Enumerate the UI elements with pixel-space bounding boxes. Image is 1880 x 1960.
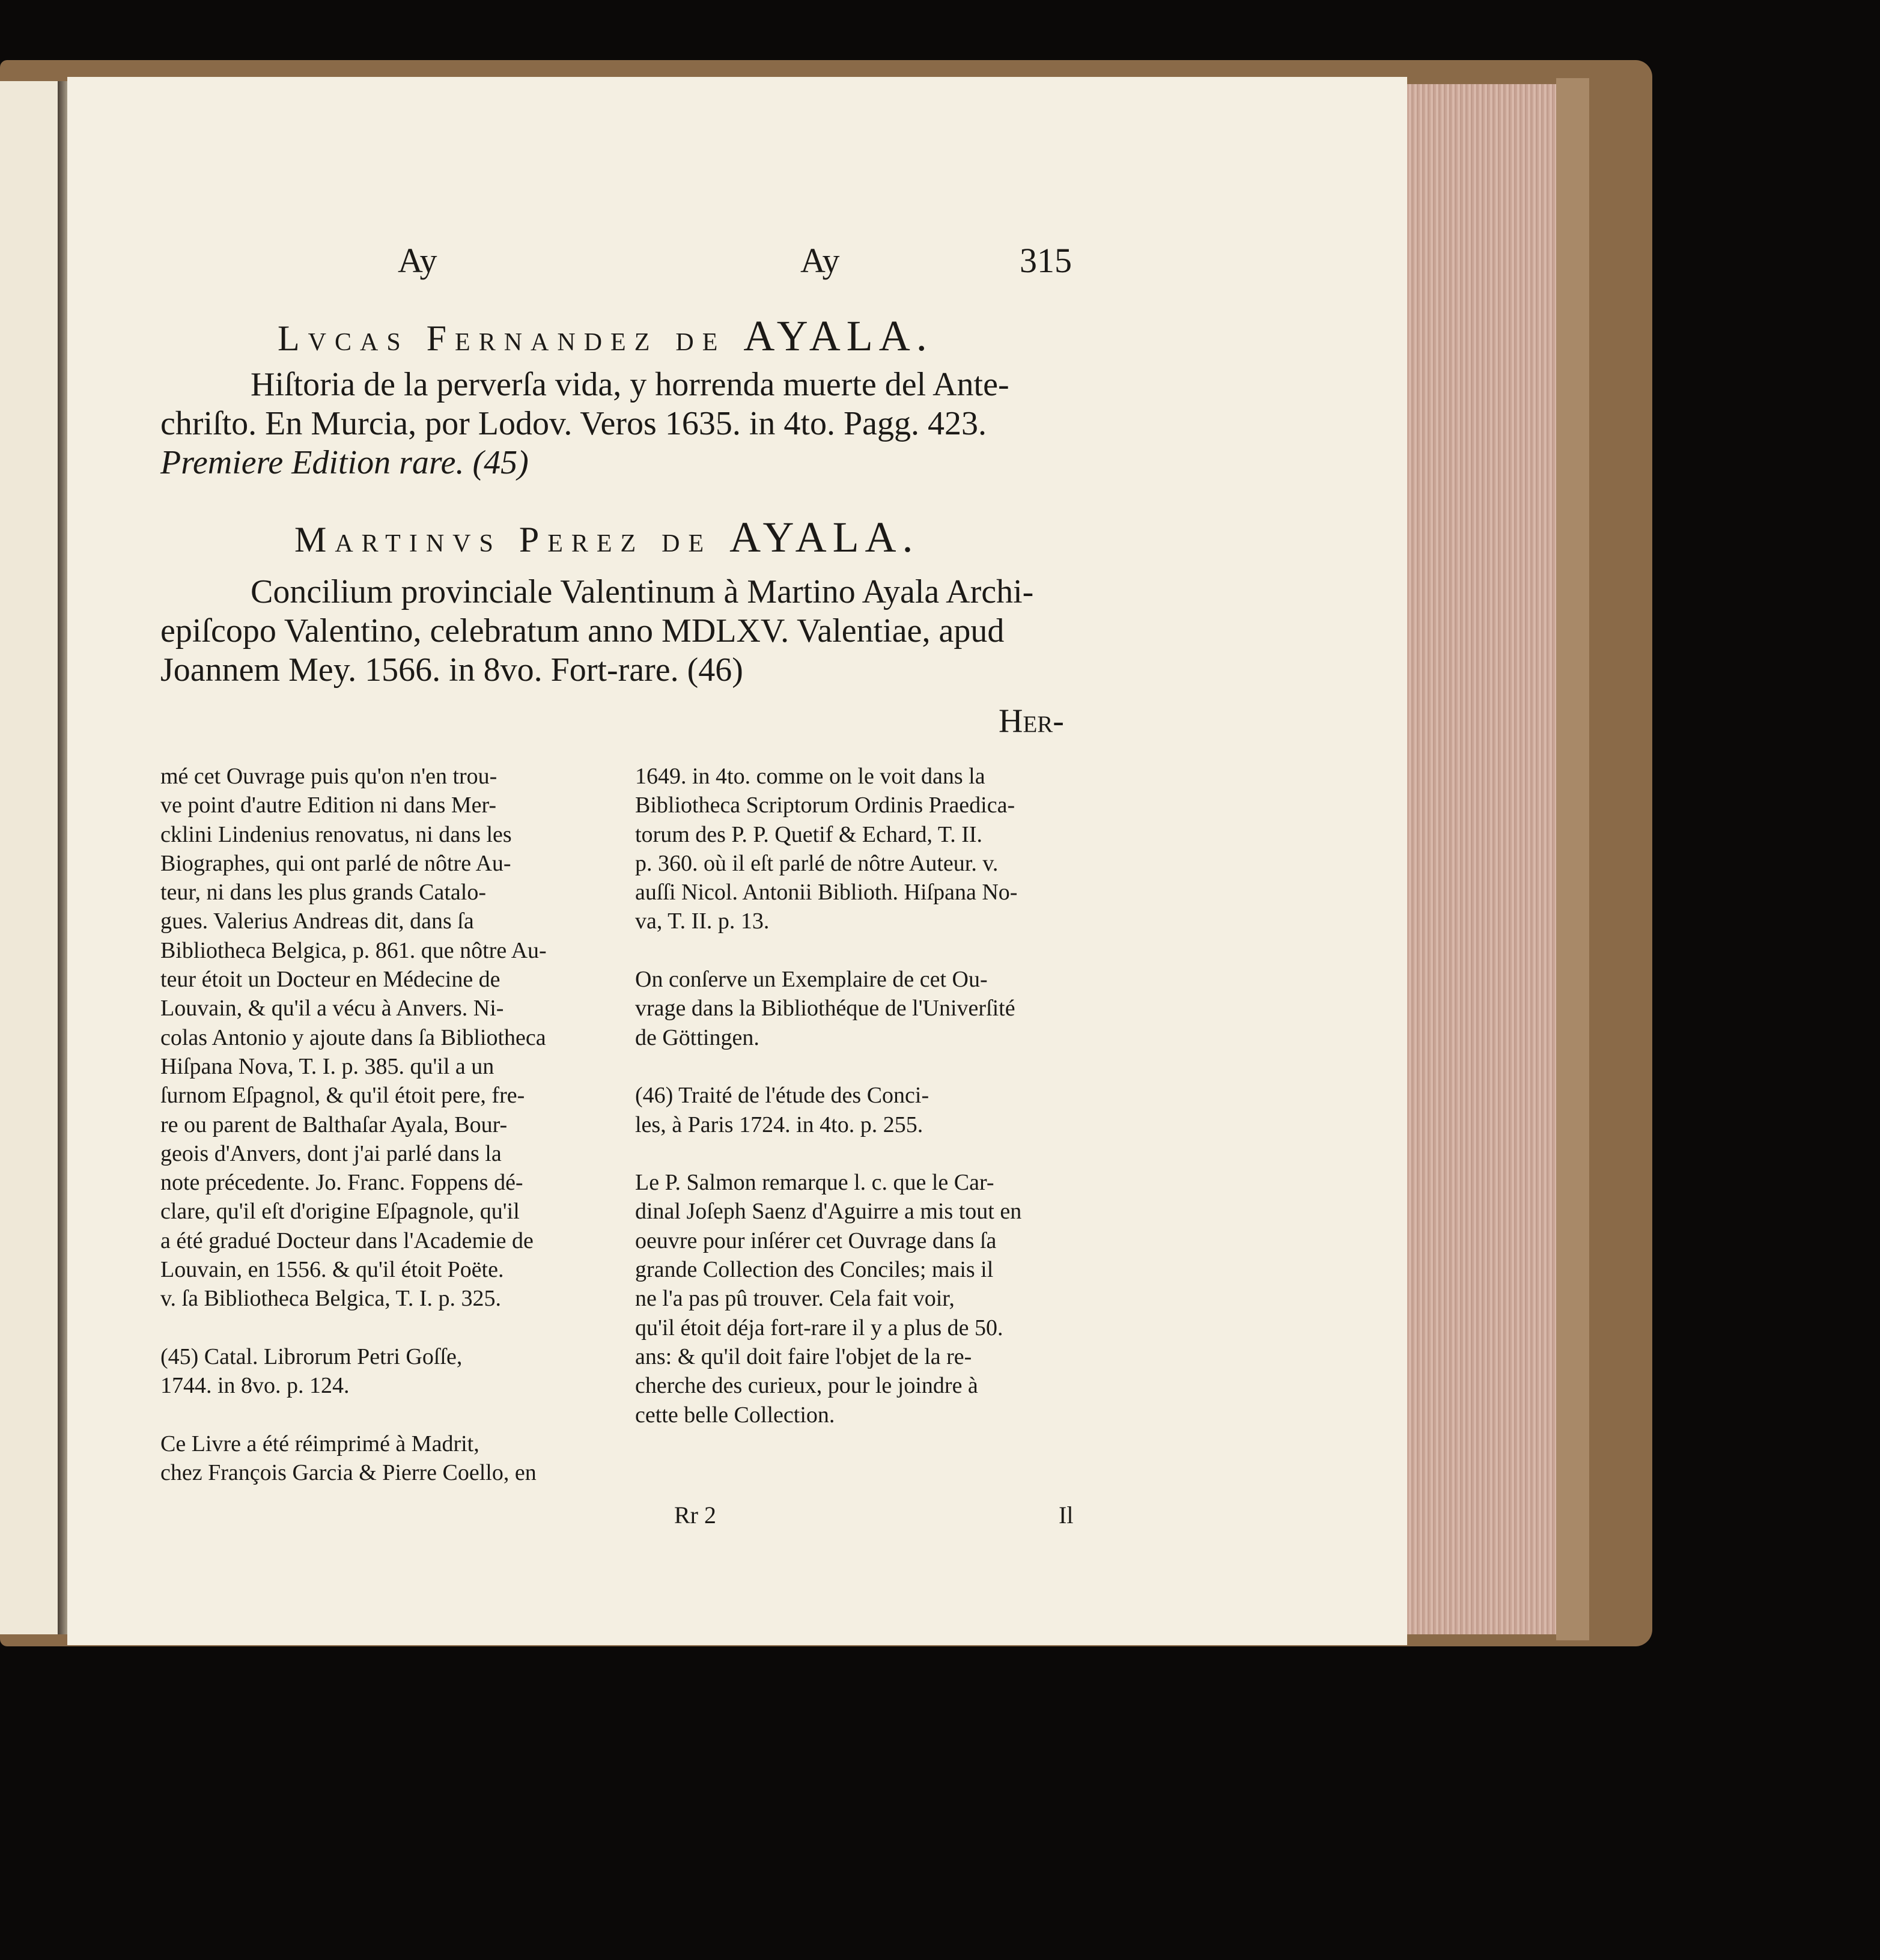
left-column-line: Bibliotheca Belgica, p. 861. que nôtre Au- — [160, 937, 547, 963]
left-column-line: teur étoit un Docteur en Médecine de — [160, 967, 500, 993]
catchword-bottom: Il — [1059, 1502, 1074, 1529]
entry2-line: Joannem Mey. 1566. in 8vo. Fort-rare. (46) — [160, 651, 743, 689]
left-column-line: re ou parent de Balthaſar Ayala, Bour- — [160, 1112, 508, 1137]
left-column-line: Louvain, en 1556. & qu'il étoit Poëte. — [160, 1257, 504, 1283]
right-column-line: va, T. II. p. 13. — [635, 908, 770, 934]
left-column-line: Hiſpana Nova, T. I. p. 385. qu'il a un — [160, 1053, 494, 1079]
right-column-line: grande Collection des Conciles; mais il — [635, 1257, 994, 1283]
entry2-line: epiſcopo Valentino, celebratum anno MDLXV. Valentiae, apud — [160, 612, 1005, 650]
entry2-heading-surname: AYALA. — [729, 513, 919, 561]
right-column-line: dinal Joſeph Saenz d'Aguirre a mis tout en — [635, 1199, 1022, 1225]
right-column-line: 1649. in 4to. comme on le voit dans la — [635, 764, 985, 789]
entry2-line: Concilium provinciale Valentinum à Martino Ayala Archi- — [251, 573, 1034, 610]
right-column-line: de Göttingen. — [635, 1024, 759, 1050]
running-head-center: Ay — [800, 241, 840, 280]
right-column-line: ans: & qu'il doit faire l'objet de la re- — [635, 1344, 972, 1369]
entry1-line: chriſto. En Murcia, por Lodov. Veros 1635. in 4to. Pagg. 423. — [160, 405, 987, 442]
right-column-line: cette belle Collection. — [635, 1402, 835, 1428]
footnote-46-line: (46) Traité de l'étude des Conci- — [635, 1083, 929, 1109]
entry1-heading-names: Lvcas Fernandez de — [278, 318, 726, 358]
entry2-heading-names: Martinvs Perez de — [294, 520, 713, 559]
right-column-line: p. 360. où il eſt parlé de nôtre Auteur. v. — [635, 850, 999, 876]
footnote-46-line: les, à Paris 1724. in 4to. p. 255. — [635, 1112, 923, 1137]
right-column-line: Le P. Salmon remarque l. c. que le Car- — [635, 1170, 994, 1196]
left-column-line: v. ſa Bibliotheca Belgica, T. I. p. 325. — [160, 1286, 502, 1312]
right-column-line: Bibliotheca Scriptorum Ordinis Praedica- — [635, 793, 1015, 818]
catchword-top: Her- — [999, 702, 1064, 740]
left-column-line: Ce Livre a été réimprimé à Madrit, — [160, 1431, 479, 1456]
running-head-left: Ay — [398, 241, 437, 280]
book-gutter — [58, 81, 67, 1634]
left-column-line: note précedente. Jo. Franc. Foppens dé- — [160, 1170, 523, 1196]
left-column — [160, 762, 671, 1487]
left-column-line: chez François Garcia & Pierre Coello, en — [160, 1460, 537, 1486]
footnote-45-line: (45) Catal. Librorum Petri Goſſe, — [160, 1344, 463, 1369]
right-column-line: auſſi Nicol. Antonii Biblioth. Hiſpana No- — [635, 880, 1018, 905]
left-column-line: colas Antonio y ajoute dans ſa Bibliotheca — [160, 1024, 546, 1050]
footnote-45-line: 1744. in 8vo. p. 124. — [160, 1373, 350, 1399]
right-column-spacer — [635, 1052, 1140, 1081]
right-column-line: On conſerve un Exemplaire de cet Ou- — [635, 967, 988, 993]
left-column-line: gues. Valerius Andreas dit, dans ſa — [160, 908, 474, 934]
signature-mark: Rr 2 — [674, 1502, 716, 1529]
left-column-line: ve point d'autre Edition ni dans Mer- — [160, 793, 497, 818]
entry2-heading — [294, 513, 919, 562]
right-column-line: vrage dans la Bibliothéque de l'Univerſité — [635, 996, 1015, 1021]
left-column-line: mé cet Ouvrage puis qu'on n'en trou- — [160, 764, 497, 789]
entry1-heading-surname: AYALA. — [743, 312, 933, 360]
left-column-line: a été gradué Docteur dans l'Academie de — [160, 1228, 534, 1253]
entry1-line: Hiſtoria de la perverſa vida, y horrenda muerte del Ante- — [251, 366, 1009, 403]
right-column-line: qu'il étoit déja fort-rare il y a plus de 50. — [635, 1315, 1003, 1341]
left-column-line: cklini Lindenius renovatus, ni dans les — [160, 821, 512, 847]
entry1-heading — [278, 311, 933, 361]
facing-page-edge — [0, 81, 58, 1634]
left-column-line: Biographes, qui ont parlé de nôtre Au- — [160, 850, 511, 876]
left-column-line: clare, qu'il eſt d'origine Eſpagnole, qu'il — [160, 1199, 520, 1225]
left-column-line: ſurnom Eſpagnol, & qu'il étoit pere, fre- — [160, 1083, 525, 1109]
page-number: 315 — [1020, 241, 1072, 280]
right-column-line: ne l'a pas pû trouver. Cela fait voir, — [635, 1286, 955, 1312]
right-column — [635, 762, 1140, 1429]
left-column-spacer — [160, 1401, 671, 1429]
right-column-spacer — [635, 1139, 1140, 1168]
left-column-line: geois d'Anvers, dont j'ai parlé dans la — [160, 1140, 502, 1166]
right-column-line: oeuvre pour inſérer cet Ouvrage dans ſa — [635, 1228, 997, 1253]
page — [67, 77, 1407, 1645]
left-column-spacer — [160, 1313, 671, 1342]
left-column-line: teur, ni dans les plus grands Catalo- — [160, 880, 486, 905]
cover-edge — [1556, 78, 1589, 1640]
right-column-line: torum des P. P. Quetif & Echard, T. II. — [635, 821, 983, 847]
right-column-line: cherche des curieux, pour le joindre à — [635, 1373, 978, 1399]
entry1-line: Premiere Edition rare. (45) — [160, 444, 529, 481]
left-column-line: Louvain, & qu'il a vécu à Anvers. Ni- — [160, 996, 504, 1021]
right-column-spacer — [635, 936, 1140, 965]
